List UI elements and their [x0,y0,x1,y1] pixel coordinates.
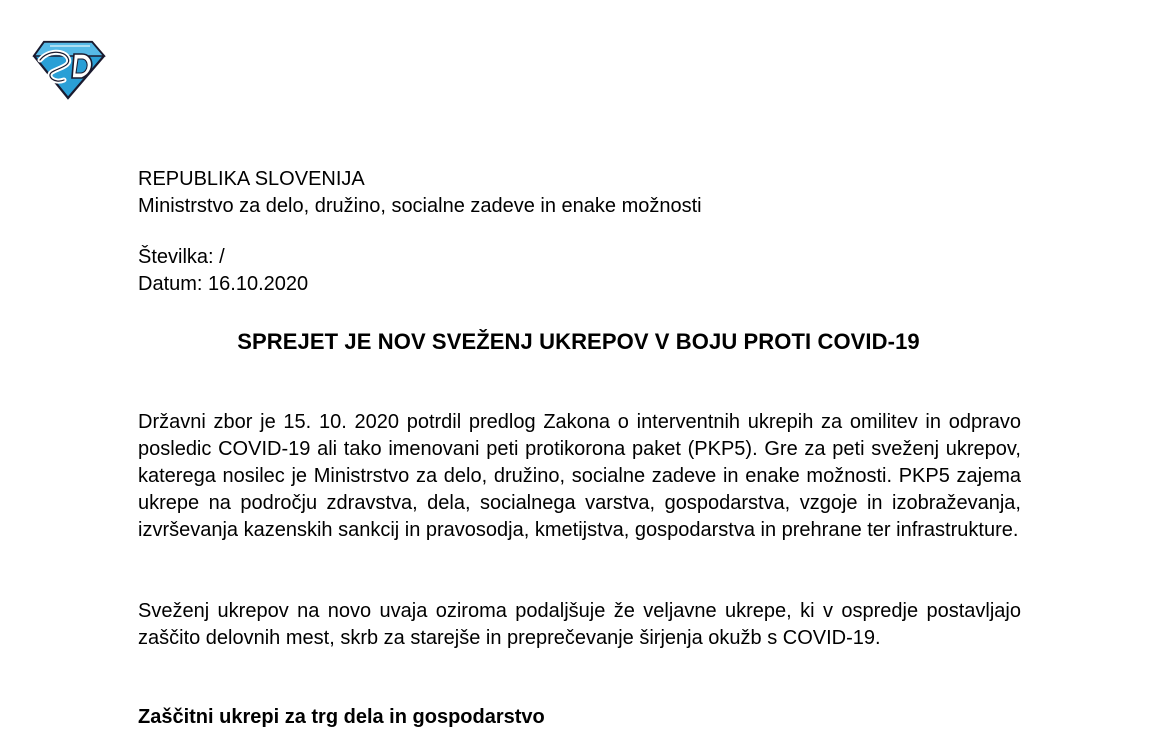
document-meta [138,244,308,298]
document-number: Številka: / [138,246,225,268]
ministry-name: Ministrstvo za delo, družino, socialne zadeve in enake možnosti [138,195,702,217]
document-date: Datum: 16.10.2020 [138,273,309,295]
letterhead [138,166,702,220]
section-heading: Zaščitni ukrepi za trg dela in gospodarstvo [138,706,545,728]
paragraph-1: Državni zbor je 15. 10. 2020 potrdil predlog Zakona o interventnih ukrepih za omilitev in odpravo posledic COVID-19 ali tako imenovani peti protikorona paket (PKP5). Gre za peti sveženj ukrepov, katerega nosilec je Ministrstvo za delo, družino, socialne zadeve in enake možnosti. PKP5 zajema ukrepe na področju zdravstva, dela, socialnega varstva, gospodarstva, vzgoje in izobraževanja, izvrševanja kazenskih sankcij in pravosodja, kmetijstva, gospodarstva in prehrane ter infrastrukture. [138,411,1021,541]
country-name: REPUBLIKA SLOVENIJA [138,168,365,190]
paragraph-2: Sveženj ukrepov na novo uvaja oziroma podaljšuje že veljavne ukrepe, ki v ospredje postavljajo zaščito delovnih mest, skrb za starejše in preprečevanje širjenja okužb s COVID-19. [138,600,1021,649]
document-title: SPREJET JE NOV SVEŽENJ UKREPOV V BOJU PROTI COVID-19 [237,329,920,354]
logo [30,38,108,100]
sd-diamond-logo-icon [30,38,108,100]
